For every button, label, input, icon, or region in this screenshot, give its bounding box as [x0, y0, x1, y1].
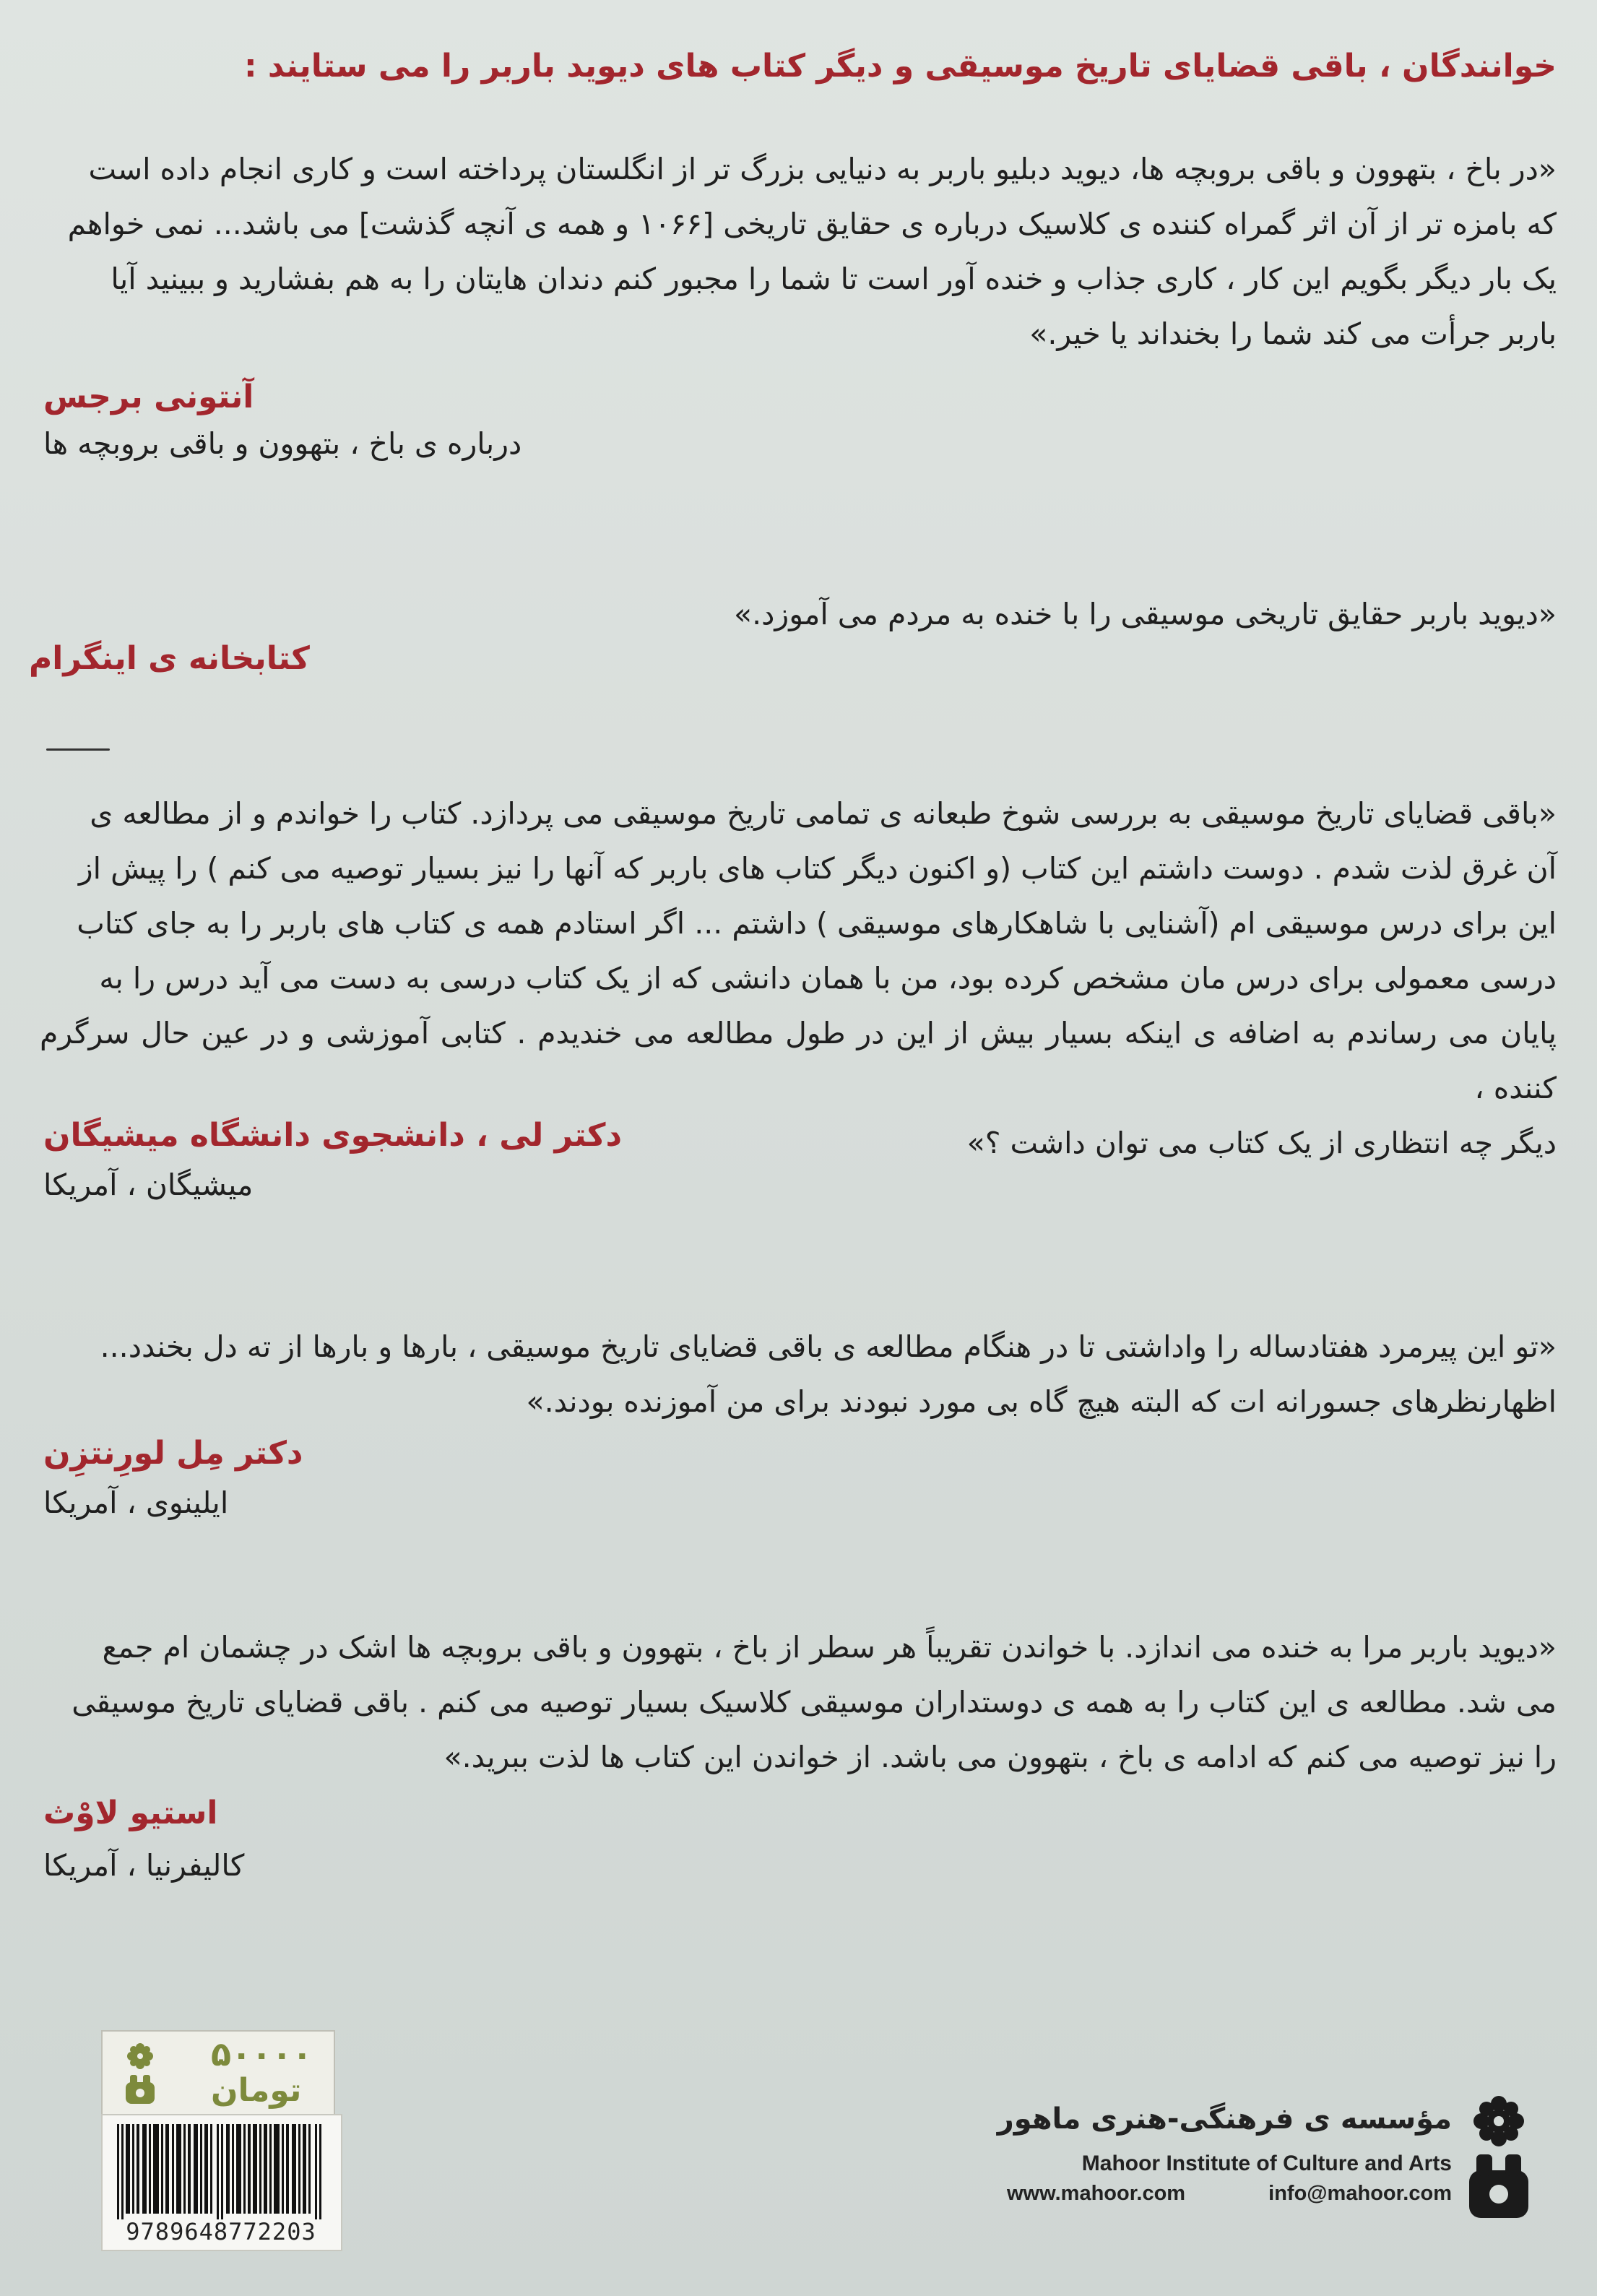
- barcode-icon: [116, 2124, 326, 2219]
- divider: [46, 748, 110, 751]
- price-amount: ۵۰۰۰۰: [211, 2034, 313, 2073]
- review-source: میشیگان ، آمریکا: [43, 1168, 254, 1202]
- review-author: دکتر مِل لورِنتزِن: [43, 1435, 303, 1472]
- review-quote: [40, 1620, 1557, 1784]
- review-source: ایلینوی ، آمریکا: [43, 1485, 229, 1520]
- isbn-barcode: [101, 2114, 342, 2251]
- review-author: دکتر لی ، دانشجوی دانشگاه میشیگان: [43, 1117, 623, 1154]
- quote-line: می شد. مطالعه ی این کتاب را به همه ی دوستداران موسیقی کلاسیک بسیار توصیه می کنم . باقی قضایای تاریخ موسیقی: [72, 1685, 1557, 1719]
- quote-line: یک بار دیگر بگویم این کار ، کاری جذاب و خنده آور است تا شما را مجبور کنم دندان هایتان را به هم بفشارید و ببینید آیا: [111, 262, 1557, 296]
- review-author: آنتونی برجس: [43, 379, 254, 415]
- quote-line: دیگر چه انتظاری از یک کتاب می توان داشت ؟»: [966, 1126, 1557, 1160]
- review-author: استیو لاوْث: [43, 1795, 218, 1831]
- review-quote: [40, 142, 1557, 361]
- publisher-name-fa: مؤسسه ی فرهنگی-هنری ماهور: [997, 2102, 1452, 2136]
- isbn-number: 9789648772203: [126, 2218, 316, 2245]
- quote-line: که بامزه تر از آن اثر گمراه کننده ی کلاسیک درباره ی حقایق تاریخی [۱۰۶۶ و همه ی آنچه گذشت] می باشد... نمی خواهم: [67, 207, 1557, 241]
- quote-line: آن غرق لذت شدم . دوست داشتم این کتاب (و اکنون دیگر کتاب های باربر که آنها را نیز بسیار توصیه می کنم ) را پیش از: [78, 851, 1557, 886]
- quote-line: درسی معمولی برای درس مان مشخص کرده بود، من با همان دانشی که از یک کتاب درسی به دست می آید درس را به: [99, 961, 1557, 996]
- quote-line: «دیوید باربر مرا به خنده می اندازد. با خواندن تقریباً هر سطر از باخ ، بتهوون و باقی بروبچه ها اشک در چشمان ام جمع: [102, 1630, 1557, 1665]
- price-sticker: [101, 2030, 335, 2117]
- quote-line: این برای درس موسیقی ام (آشنایی با شاهکارهای موسیقی ) داشتم ... اگر استادم همه ی کتاب های باربر را به جای کتاب: [77, 906, 1557, 941]
- quote-line: «تو این پیرمرد هفتادساله را واداشتی تا در هنگام مطالعه ی باقی قضایای تاریخ موسیقی ، بارها و بارها از ته دل بخندد...: [100, 1329, 1557, 1364]
- price-currency: تومان: [211, 2072, 302, 2109]
- quote-line: اظهارنظرهای جسورانه ات که البته هیچ گاه بی مورد نبودند برای من آموزنده بودند.»: [526, 1384, 1557, 1419]
- quote-line: پایان می رساندم به اضافه ی اینکه بسیار بیش از این در طول مطالعه می خندیدم . کتابی آموزشی و در عین حال سرگرم کننده ،: [40, 1016, 1557, 1105]
- review-source: درباره ی باخ ، بتهوون و باقی بروبچه ها: [43, 426, 522, 461]
- quote-line: باربر جرأت می کند شما را بخنداند یا خیر.»: [1029, 316, 1557, 351]
- quote-line: را نیز توصیه می کنم که ادامه ی باخ ، بتهوون می باشد. از خواندن این کتاب ها لذت ببرید.»: [443, 1740, 1557, 1774]
- publisher-block: [997, 2081, 1546, 2225]
- publisher-email: info@mahoor.com: [1268, 2182, 1452, 2205]
- quote-line: «دیوید باربر حقایق تاریخی موسیقی را با خنده به مردم می آموزد.»: [734, 597, 1557, 631]
- review-source: کالیفرنیا ، آمریکا: [43, 1848, 245, 1883]
- publisher-name-en: Mahoor Institute of Culture and Arts: [1081, 2152, 1452, 2175]
- publisher-logo-icon: [1459, 2092, 1538, 2222]
- review-author: کتابخانه ی اینگرام: [29, 640, 310, 677]
- mahoor-logo-icon: [118, 2040, 162, 2110]
- review-quote: [40, 786, 1557, 1170]
- review-quote: [40, 587, 1557, 642]
- intro-heading: خوانندگان ، باقی قضایای تاریخ موسیقی و دیگر کتاب های دیوید باربر را می ستایند :: [243, 48, 1557, 85]
- publisher-website: www.mahoor.com: [1007, 2182, 1186, 2205]
- review-quote: [40, 1319, 1557, 1429]
- quote-line: «در باخ ، بتهوون و باقی بروبچه ها، دیوید دبلیو باربر به دنیایی بزرگ تر از انگلستان پرداخته است و کاری انجام داده است: [88, 152, 1557, 186]
- quote-line: «باقی قضایای تاریخ موسیقی به بررسی شوخ طبعانه ی تمامی تاریخ موسیقی می پردازد. کتاب را خواندم و از مطالعه ی: [90, 796, 1557, 831]
